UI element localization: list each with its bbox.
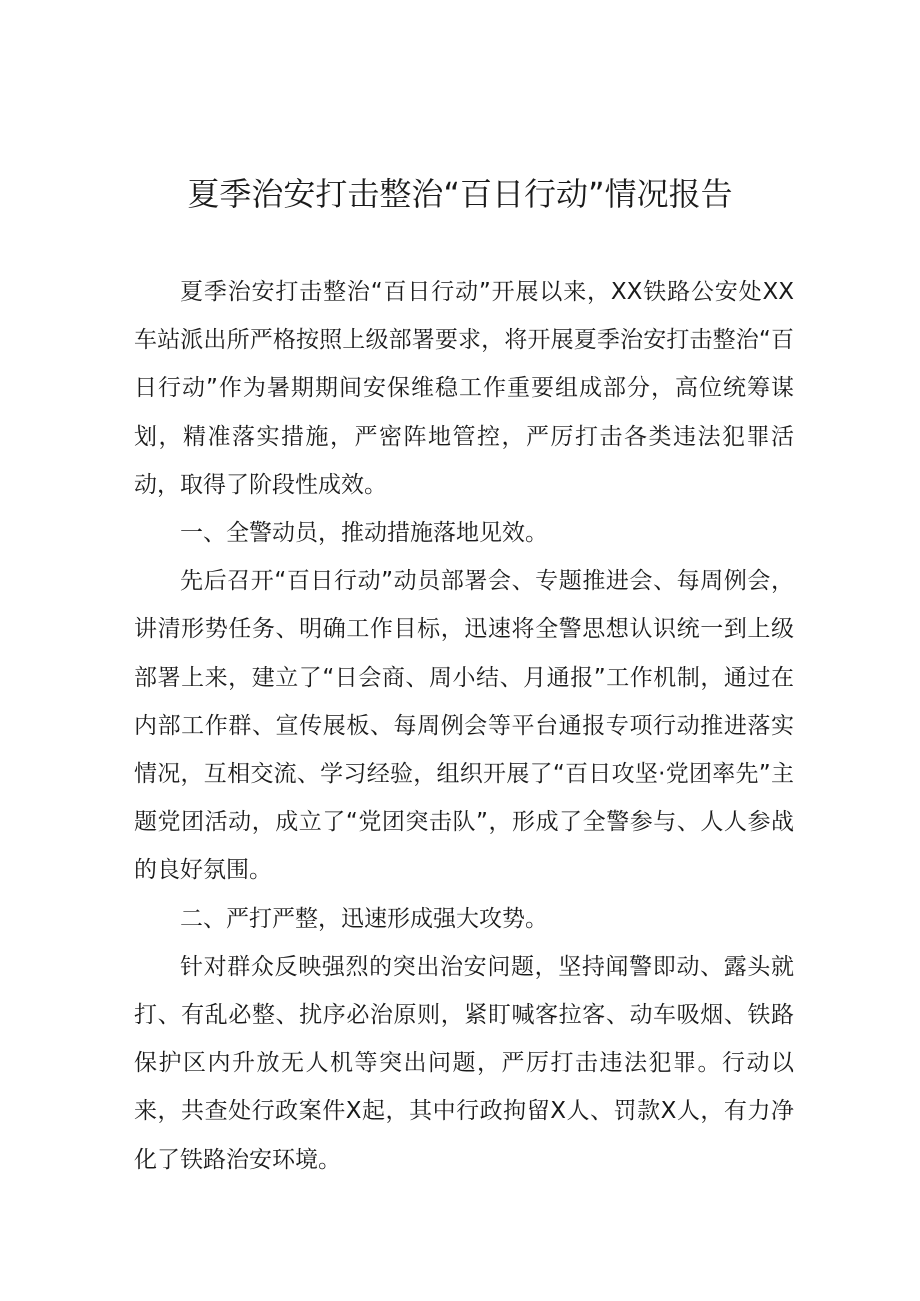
section-heading-1: 一、全警动员，推动措施落地见效。 [180, 520, 548, 547]
section-heading-2: 二、严打严整，迅速形成强大攻势。 [180, 905, 548, 932]
document-title: 夏季治安打击整治“百日行动”情况报告 [187, 175, 733, 213]
paragraph-section-1: 先后召开“百日行动”动员部署会、专题推进会、每周例会，讲清形势任务、明确工作目标，迅速将全警思想认识统一到上级部署上来，建立了“日会商、周小结、月通报”工作机制，通过在内部工作群、宣传展板、每周例会等平台通报专项行动推进落实情况，互相交流、学习经验，组织开展了“百日攻坚·党团率先”主题党团活动，成立了“党团突击队”，形成了全警参与、人人参战的良好氛围。 [134, 568, 794, 884]
paragraph-section-2: 针对群众反映强烈的突出治安问题，坚持闻警即动、露头就打、有乱必整、扰序必治原则，紧盯喊客拉客、动车吸烟、铁路保护区内升放无人机等突出问题，严厉打击违法犯罪。行动以来，共查处行政案件X起，其中行政拘留X人、罚款X人，有力净化了铁路治安环境。 [134, 953, 794, 1173]
paragraph-intro: 夏季治安打击整治“百日行动”开展以来，XX铁路公安处XX车站派出所严格按照上级部署要求，将开展夏季治安打击整治“百日行动”作为暑期期间安保维稳工作重要组成部分，高位统筹谋划，精准落实措施，严密阵地管控，严厉打击各类违法犯罪活动，取得了阶段性成效。 [134, 279, 794, 498]
document-body [134, 268, 794, 1184]
